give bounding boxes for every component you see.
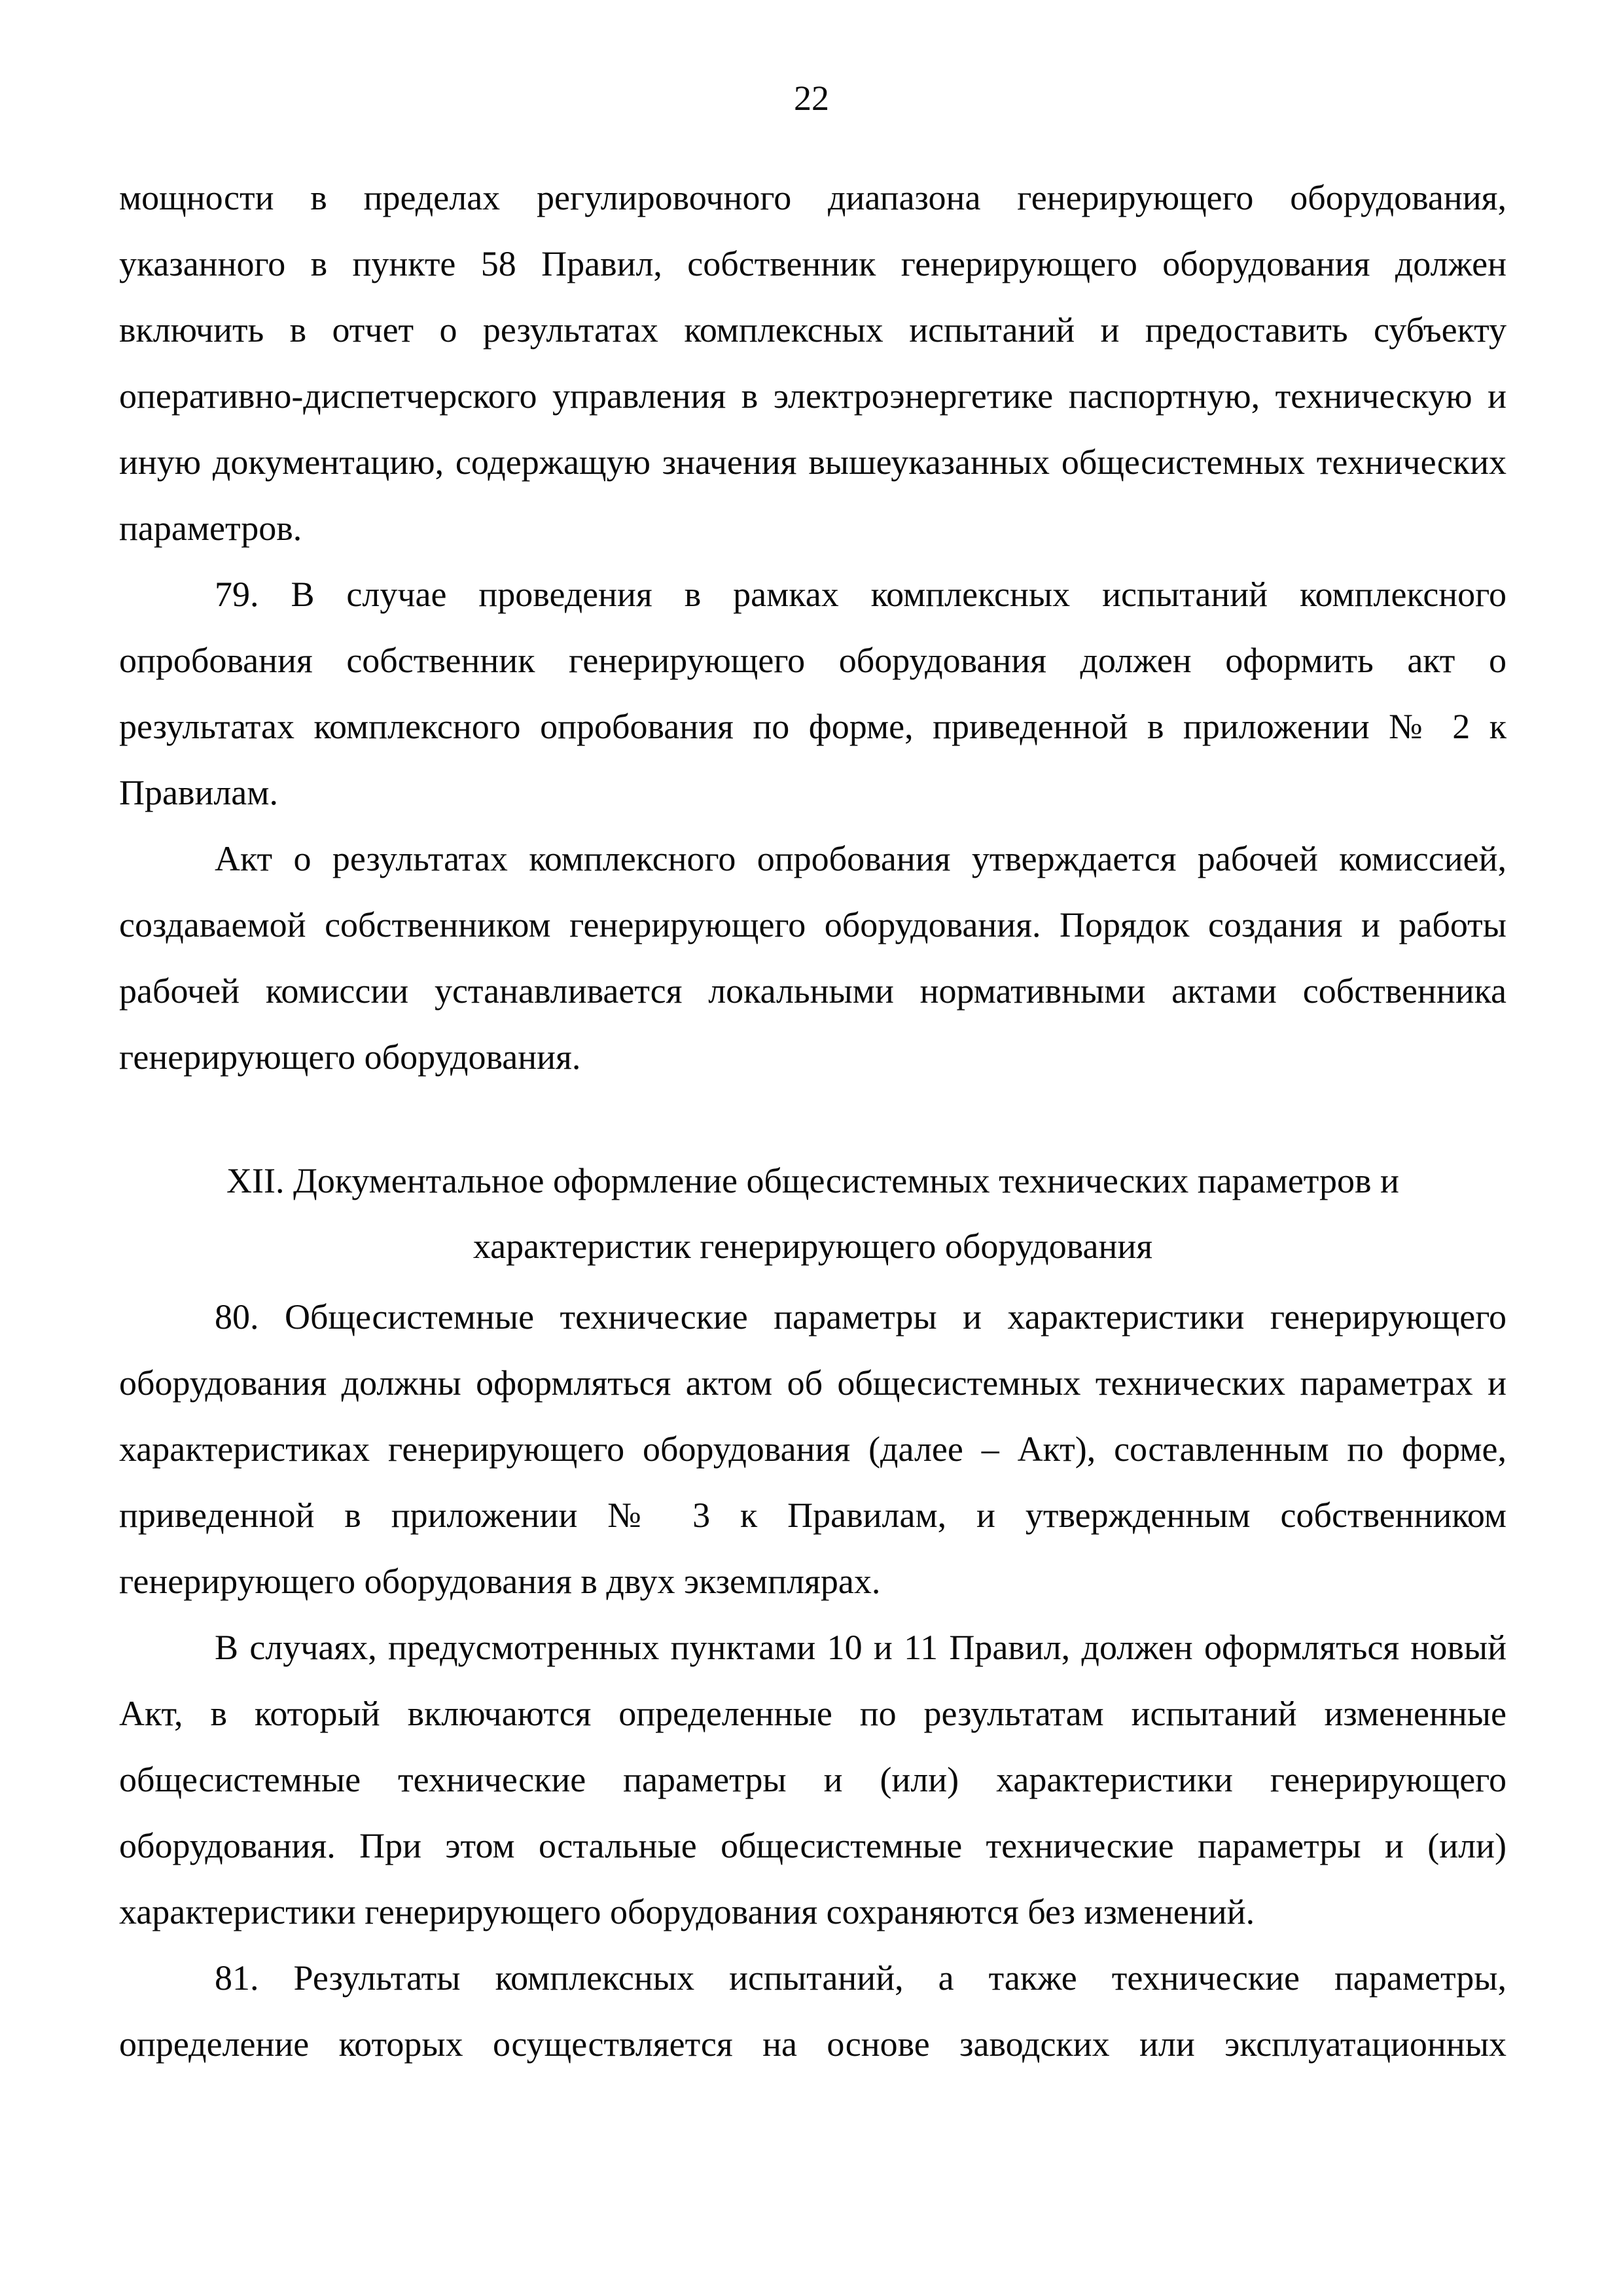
section-heading-line-1: XII. Документальное оформление общесистемных технических параметров и <box>226 1161 1399 1200</box>
text-block-section <box>119 1284 1507 2077</box>
section-heading <box>119 1148 1507 1279</box>
page-number: 22 <box>794 79 829 118</box>
paragraph-79: 79. В случае проведения в рамках комплексных испытаний комплексного опробования собственник генерирующего оборудования должен оформить акт о результатах комплексного опробования по форме, приведенной в приложении № 2 к Правилам. <box>119 575 1507 812</box>
paragraph-act-approval: Акт о результатах комплексного опробования утверждается рабочей комиссией, создаваемой собственником генерирующего оборудования. Порядок создания и работы рабочей комиссии устанавливается локальными нормативными актами собственника генерирующего оборудования. <box>119 839 1507 1077</box>
text-block-top <box>119 165 1507 1090</box>
section-heading-line-2: характеристик генерирующего оборудования <box>473 1227 1153 1266</box>
paragraph-continuation: мощности в пределах регулировочного диапазона генерирующего оборудования, указанного в пункте 58 Правил, собственник генерирующего оборудования должен включить в отчет о результатах комплексных испытаний и предоставить субъекту оперативно-диспетчерского управления в электроэнергетике паспортную, техническую и иную документацию, содержащую значения вышеуказанных общесистемных технических параметров. <box>119 178 1507 548</box>
paragraph-new-act: В случаях, предусмотренных пунктами 10 и 11 Правил, должен оформляться новый Акт, в который включаются определенные по результатам испытаний измененные общесистемные технические параметры и (или) характеристики генерирующего оборудования. При этом остальные общесистемные технические параметры и (или) характеристики генерирующего оборудования сохраняются без изменений. <box>119 1628 1507 1931</box>
paragraph-81: 81. Результаты комплексных испытаний, а также технические параметры, определение которых осуществляется на основе заводских или эксплуатационных <box>119 1958 1507 2064</box>
paragraph-80: 80. Общесистемные технические параметры и характеристики генерирующего оборудования должны оформляться актом об общесистемных технических параметрах и характеристиках генерирующего оборудования (далее – Акт), составленным по форме, приведенной в приложении № 3 к Правилам, и утвержденным собственником генерирующего оборудования в двух экземплярах. <box>119 1297 1507 1601</box>
